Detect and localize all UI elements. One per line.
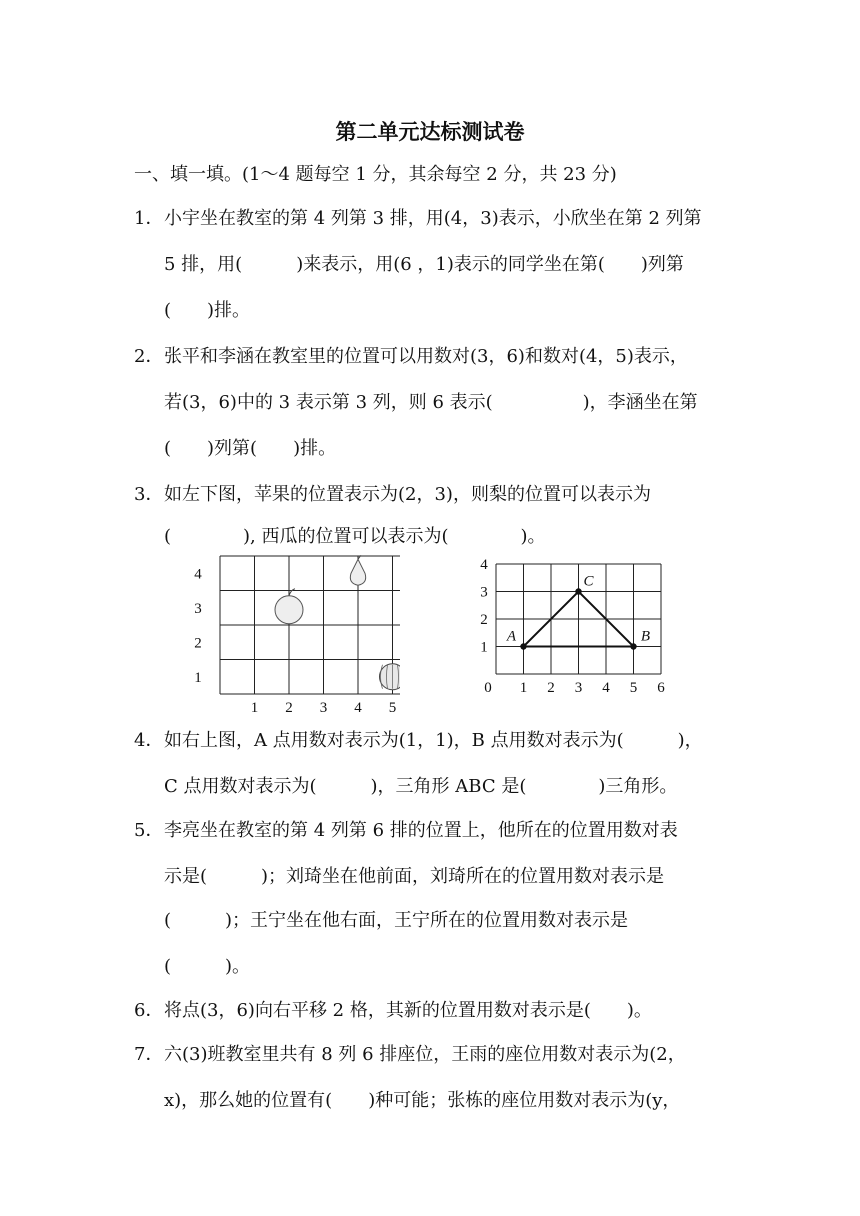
x-axis-label: 1 <box>250 700 259 716</box>
x-axis-label: 0 <box>484 680 492 696</box>
y-axis-label: 1 <box>194 669 202 686</box>
y-axis-label: 4 <box>480 557 488 573</box>
y-axis-label: 2 <box>480 612 488 628</box>
point-a <box>520 643 526 649</box>
y-axis-label: 3 <box>194 600 202 617</box>
question-2-line-3: ( )列第( )排。 <box>164 438 337 459</box>
point-c <box>575 588 581 594</box>
x-axis-label: 5 <box>629 680 638 696</box>
question-1-line-3: ( )排。 <box>164 300 251 321</box>
x-axis-label: 2 <box>285 700 293 716</box>
x-axis-label: 4 <box>354 700 362 716</box>
point-label: A <box>506 628 517 645</box>
question-number: 5． <box>134 820 164 841</box>
section-heading: 一、填一填。(1～4 题每空 1 分，其余每空 2 分，共 23 分) <box>134 164 617 185</box>
question-4-line-2: C 点用数对表示为( )，三角形 ABC 是( )三角形。 <box>164 776 678 797</box>
point-b <box>630 643 636 649</box>
y-axis-label: 1 <box>480 639 488 656</box>
question-3-line-1: 3．如左下图，苹果的位置表示为(2，3)，则梨的位置可以表示为 <box>134 480 651 506</box>
question-number: 7． <box>134 1044 164 1065</box>
x-axis-label: 4 <box>602 680 610 696</box>
grid-right-figure <box>474 552 670 700</box>
x-axis-label: 2 <box>547 680 555 696</box>
apple-icon <box>275 596 303 624</box>
y-axis-label: 2 <box>194 635 202 652</box>
question-2-line-2: 若(3，6)中的 3 表示第 3 列，则 6 表示( )，李涵坐在第 <box>164 392 698 413</box>
x-axis-label: 3 <box>574 680 583 696</box>
question-3-line-2: ( ), 西瓜的位置可以表示为( )。 <box>164 526 546 547</box>
page-title: 第二单元达标测试卷 <box>335 120 525 144</box>
question-1-line-2: 5 排，用( )来表示，用(6 ，1)表示的同学坐在第( )列第 <box>164 254 684 275</box>
x-axis-label: 1 <box>519 680 528 696</box>
point-label: B <box>640 628 651 645</box>
question-5-line-2: 示是( )；刘琦坐在他前面，刘琦所在的位置用数对表示是 <box>164 866 665 887</box>
question-1-line-1: 1．小宇坐在教室的第 4 列第 3 排，用(4，3)表示，小欣坐在第 2 列第 <box>134 204 702 230</box>
x-axis-label: 6 <box>657 680 665 696</box>
question-5-line-1: 5．李亮坐在教室的第 4 列第 6 排的位置上，他所在的位置用数对表 <box>134 816 678 842</box>
question-5-line-4: ( )。 <box>164 956 251 977</box>
x-axis-label: 5 <box>388 700 397 716</box>
question-7-line-2: x)，那么她的位置有( )种可能；张栋的座位用数对表示为(y， <box>164 1090 681 1111</box>
question-number: 1． <box>134 208 164 229</box>
question-number: 2． <box>134 346 164 367</box>
question-number: 3． <box>134 484 164 505</box>
question-number: 4． <box>134 730 164 751</box>
x-axis-label: 3 <box>319 700 328 716</box>
y-axis-label: 3 <box>480 584 488 601</box>
question-2-line-1: 2．张平和李涵在教室里的位置可以用数对(3，6)和数对(4，5)表示， <box>134 342 688 368</box>
watermelon-icon <box>380 664 401 690</box>
question-number: 6． <box>134 1000 164 1021</box>
question-7-line-1: 7．六(3)班教室里共有 8 列 6 排座位，王雨的座位用数对表示为(2， <box>134 1040 686 1066</box>
pear-icon <box>350 559 365 585</box>
question-6-line-1: 6．将点(3，6)向右平移 2 格，其新的位置用数对表示是( )。 <box>134 996 652 1022</box>
point-label: C <box>583 573 594 590</box>
y-axis-label: 4 <box>194 566 202 583</box>
question-5-line-3: ( )；王宁坐在他右面，王宁所在的位置用数对表示是 <box>164 910 629 931</box>
question-4-line-1: 4．如右上图，A 点用数对表示为(1，1)，B 点用数对表示为( )， <box>134 726 703 752</box>
apple-stem <box>289 589 295 596</box>
grid-left-figure <box>190 552 400 720</box>
